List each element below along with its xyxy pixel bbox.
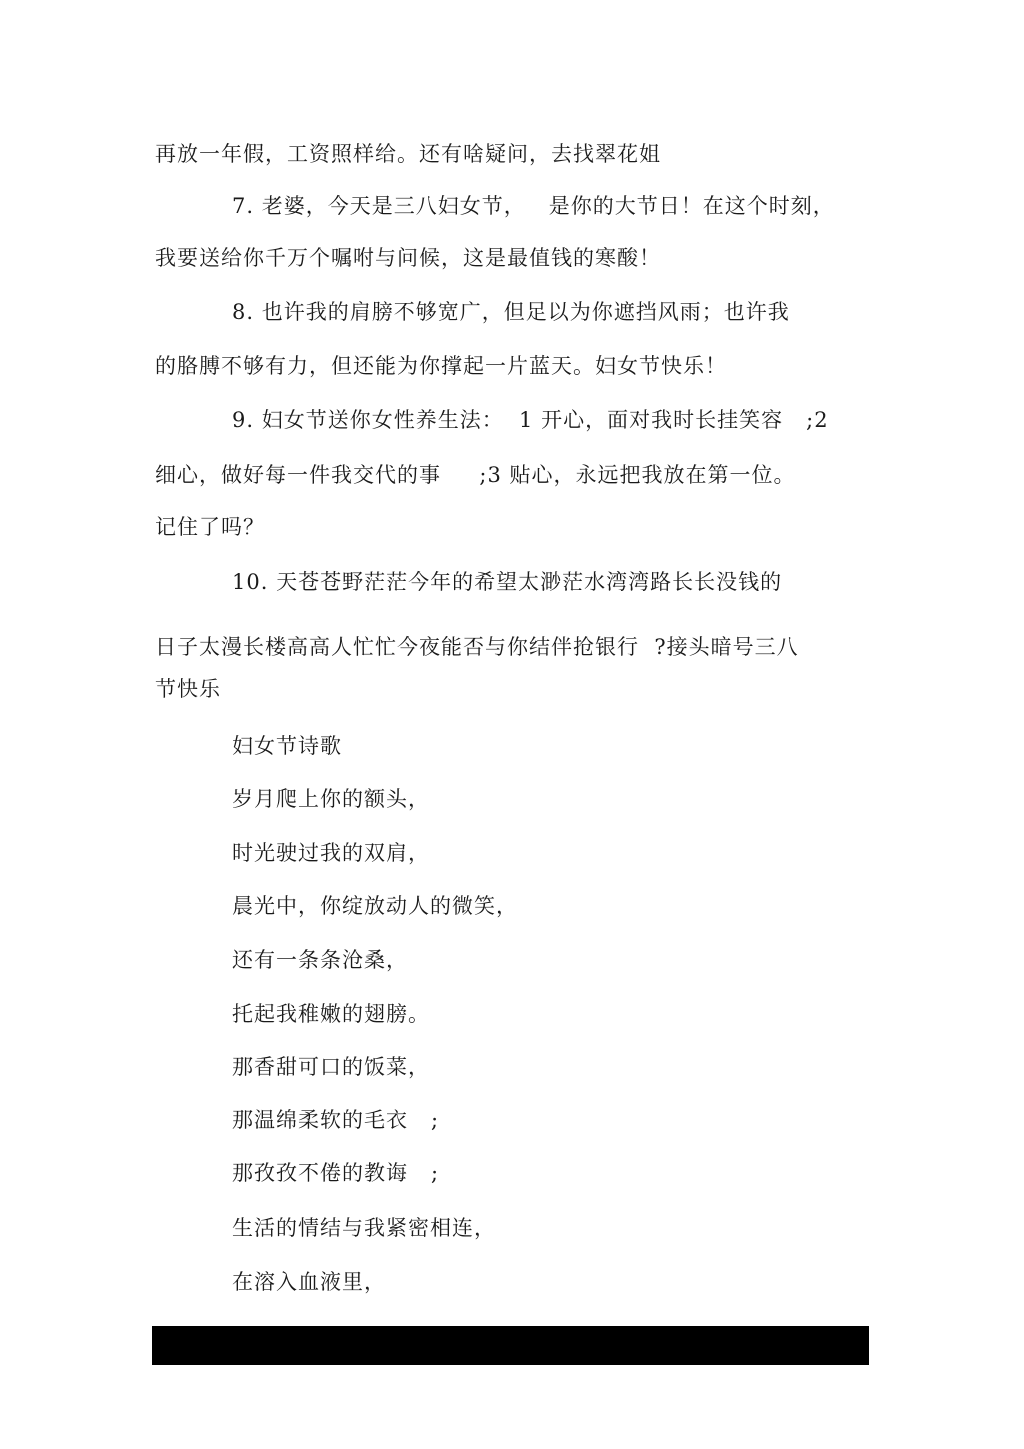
paragraph-line: 7. 老婆，今天是三八妇女节， 是你的大节日！在这个时刻， (232, 194, 835, 218)
paragraph-line: 10. 天苍苍野茫茫今年的希望太渺茫水湾湾路长长没钱的 (232, 570, 783, 594)
poem-line: 托起我稚嫩的翅膀。 (232, 1002, 430, 1026)
poem-line: 时光驶过我的双肩， (232, 841, 430, 865)
poem-title: 妇女节诗歌 (232, 734, 342, 758)
paragraph-line: 记住了吗？ (155, 515, 265, 539)
poem-line: 那孜孜不倦的教诲 ; (232, 1161, 440, 1185)
poem-line: 那香甜可口的饭菜， (232, 1055, 430, 1079)
poem-line: 在溶入血液里， (232, 1270, 386, 1294)
paragraph-line: 9. 妇女节送你女性养生法： 1 开心，面对我时长挂笑容 ;2 (232, 408, 829, 432)
paragraph-line: 的胳膊不够有力，但还能为你撑起一片蓝天。妇女节快乐！ (155, 354, 727, 378)
paragraph-line: 日子太漫长楼高高人忙忙今夜能否与你结伴抢银行 ?接头暗号三八 (155, 635, 799, 659)
paragraph-line: 8. 也许我的肩膀不够宽广，但足以为你遮挡风雨；也许我 (232, 300, 790, 324)
poem-line: 岁月爬上你的额头， (232, 787, 430, 811)
paragraph-line: 再放一年假，工资照样给。还有啥疑问，去找翠花姐 (155, 142, 661, 166)
poem-line: 那温绵柔软的毛衣 ; (232, 1108, 440, 1132)
poem-line: 生活的情结与我紧密相连， (232, 1216, 496, 1240)
poem-line: 晨光中，你绽放动人的微笑， (232, 894, 518, 918)
paragraph-line: 我要送给你千万个嘱咐与问候，这是最值钱的寒酸！ (155, 246, 661, 270)
redaction-bar (152, 1326, 869, 1365)
paragraph-line: 细心，做好每一件我交代的事 ;3 贴心，永远把我放在第一位。 (155, 463, 796, 487)
poem-line: 还有一条条沧桑， (232, 948, 408, 972)
paragraph-line: 节快乐 (155, 677, 221, 701)
